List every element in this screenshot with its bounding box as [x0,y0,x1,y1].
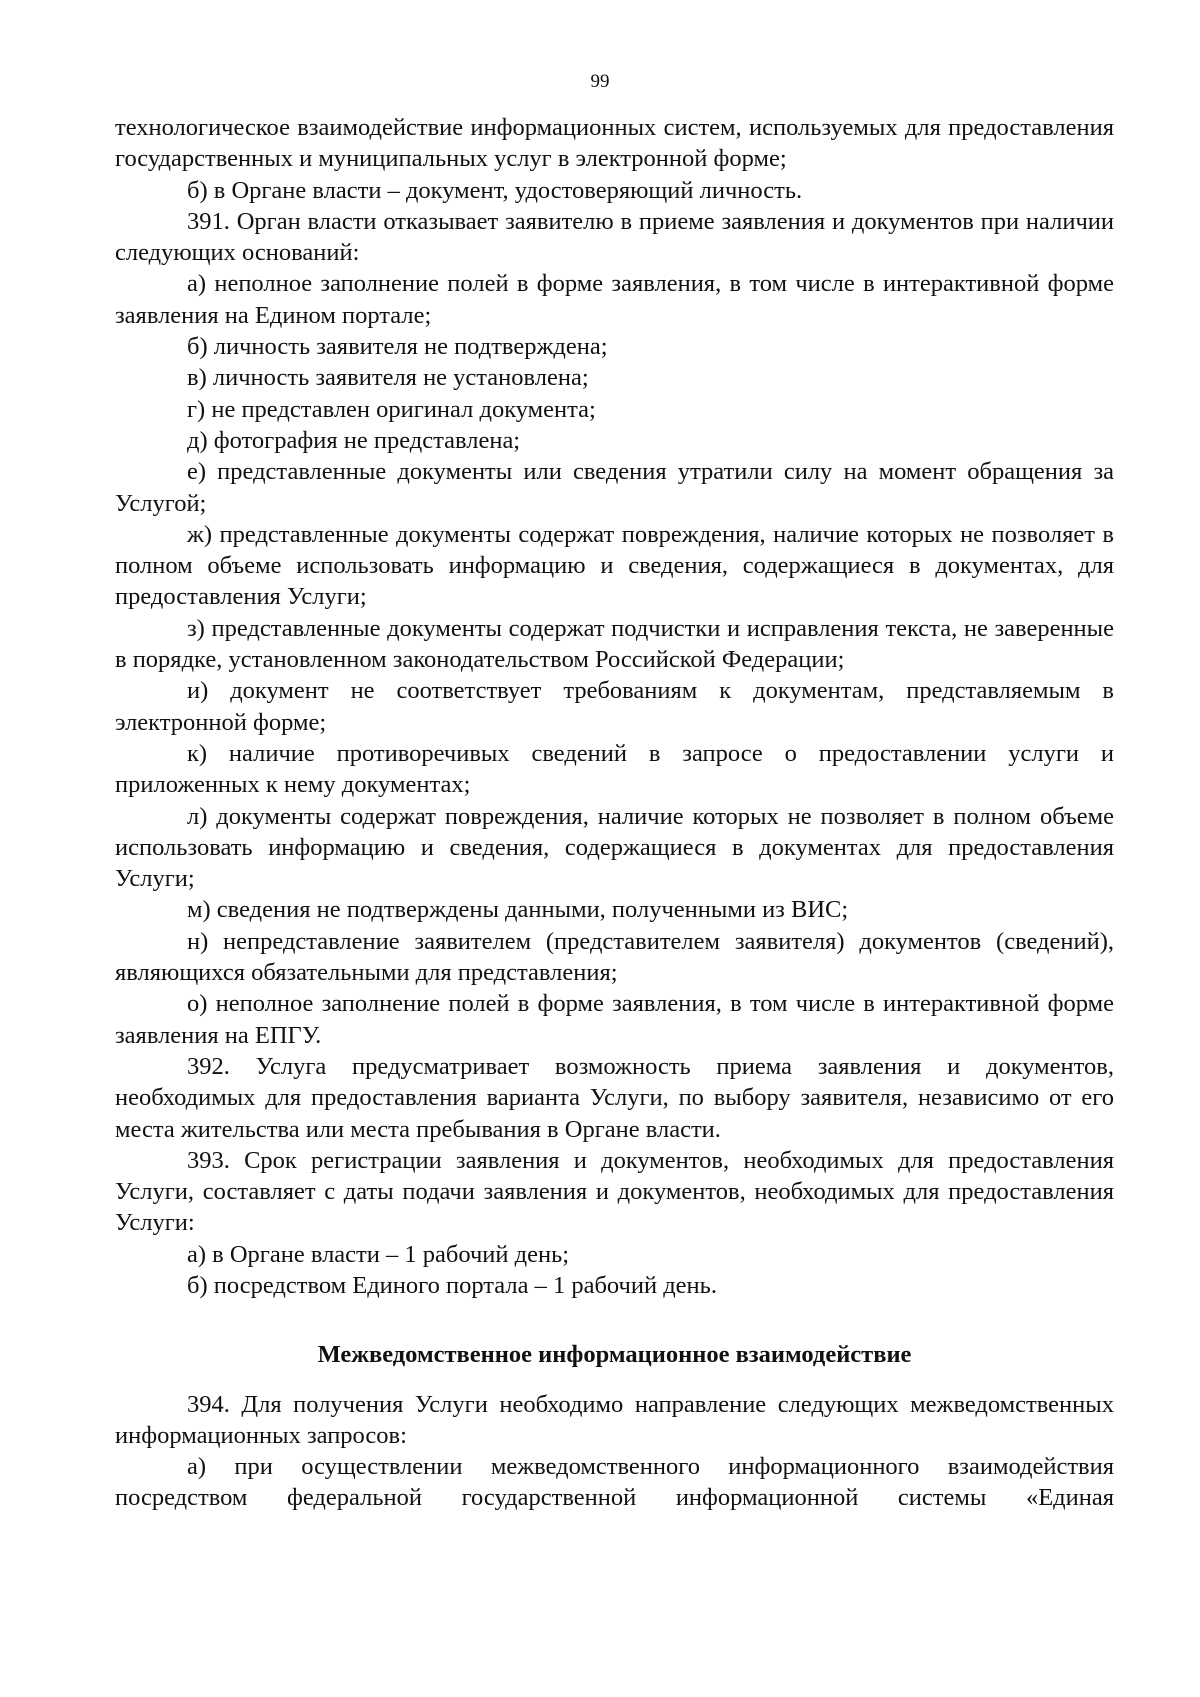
paragraph: и) документ не соответствует требованиям к документам, представляемым в электронной форме; [115,677,1114,736]
document-body [115,112,1114,1514]
paragraph: б) личность заявителя не подтверждена; [187,333,608,361]
paragraph: а) в Органе власти – 1 рабочий день; [187,1240,570,1268]
paragraph: 393. Срок регистрации заявления и документов, необходимых для предоставления Услуги, составляет с даты подачи заявления и документов, необходимых для предоставления Услуги: [115,1146,1114,1237]
paragraph: 392. Услуга предусматривает возможность приема заявления и документов, необходимых для предоставления варианта Услуги, по выбору заявителя, независимо от его места жительства или места пребывания в Органе власти. [115,1052,1114,1143]
paragraph: з) представленные документы содержат подчистки и исправления текста, не заверенные в порядке, установленном законодательством Российской Федерации; [115,614,1114,674]
paragraph: ж) представленные документы содержат повреждения, наличие которых не позволяет в полном объеме использовать информацию и сведения, содержащиеся в документах, для предоставления Услуги; [115,520,1114,611]
paragraph: а) неполное заполнение полей в форме заявления, в том числе в интерактивной форме заявления на Едином портале; [115,270,1114,329]
paragraph: г) не представлен оригинал документа; [187,395,596,423]
paragraph: технологическое взаимодействие информационных систем, используемых для предоставления государственных и муниципальных услуг в электронной форме; [115,114,1114,173]
paragraph: м) сведения не подтверждены данными, полученными из ВИС; [187,896,849,924]
paragraph: а) при осуществлении межведомственного информационного взаимодействия посредством федеральной государственной информационной системы «Единая [115,1453,1114,1512]
page-number: 99 [590,71,610,92]
paragraph: 394. Для получения Услуги необходимо направление следующих межведомственных информационных запросов: [115,1390,1114,1449]
section-heading: Межведомственное информационное взаимодействие [317,1341,912,1369]
paragraph: е) представленные документы или сведения утратили силу на момент обращения за Услугой; [115,458,1114,517]
paragraph: к) наличие противоречивых сведений в запросе о предоставлении услуги и приложенных к нему документах; [115,739,1114,799]
paragraph: д) фотография не представлена; [187,426,521,454]
paragraphs-after-heading [115,1389,1114,1514]
paragraph: о) неполное заполнение полей в форме заявления, в том числе в интерактивной форме заявления на ЕПГУ. [115,990,1114,1049]
paragraph: в) личность заявителя не установлена; [187,364,589,392]
paragraph: 391. Орган власти отказывает заявителю в приеме заявления и документов при наличии следующих оснований: [115,207,1114,267]
paragraph: б) посредством Единого портала – 1 рабочий день. [187,1271,717,1299]
paragraph: б) в Органе власти – документ, удостоверяющий личность. [187,176,803,204]
paragraphs-before-heading [115,112,1114,1301]
paragraph: л) документы содержат повреждения, наличие которых не позволяет в полном объеме использовать информацию и сведения, содержащиеся в документах для предоставления Услуги; [115,802,1114,893]
paragraph: н) непредставление заявителем (представителем заявителя) документов (сведений), являющихся обязательными для представления; [115,927,1114,987]
